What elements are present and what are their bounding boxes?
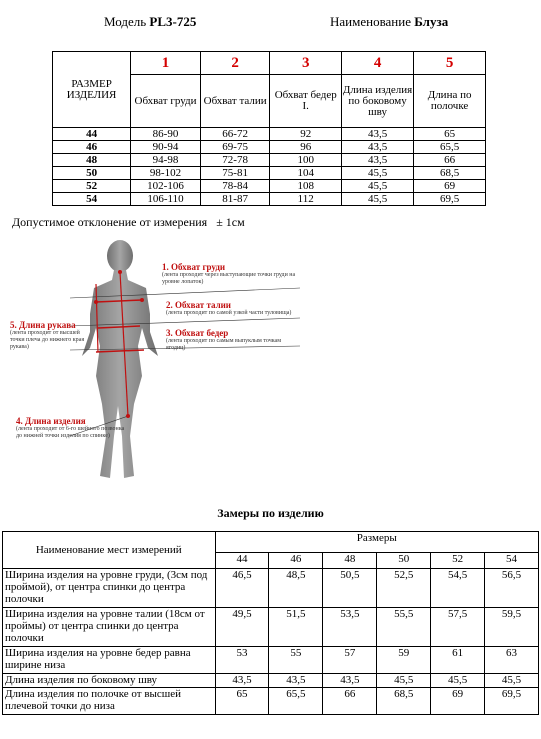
measurement-name: Ширина изделия на уровне груди, (3см под проймой), от центра спинки до центра полочки (3, 569, 216, 608)
tolerance-text: Допустимое отклонение от измерения (12, 215, 208, 229)
measurement-value: 52,5 (377, 569, 431, 608)
measurement-value: 48,5 (269, 569, 323, 608)
size-table (52, 51, 486, 206)
column-header: Длина по полочке (414, 75, 486, 128)
size-column-header: 44 (215, 553, 269, 569)
measurement-value: 68,5 (377, 688, 431, 715)
measurement-name: Длина изделия по полочке от высшей плечевой точки до низа (3, 688, 216, 715)
place-header: Наименование мест измерений (3, 532, 216, 569)
size-row (53, 128, 486, 141)
measurement-value: 57 (323, 647, 377, 674)
value-cell: 45,5 (341, 167, 413, 180)
column-header: Длина изделия по боковому шву (341, 75, 413, 128)
measurement-value: 61 (431, 647, 485, 674)
value-cell: 96 (270, 141, 342, 154)
value-cell: 66-72 (200, 128, 270, 141)
size-row (53, 141, 486, 154)
measurement-row (3, 688, 539, 715)
measurement-value: 69 (431, 688, 485, 715)
value-cell: 104 (270, 167, 342, 180)
name-value: Блуза (414, 14, 449, 29)
size-column-header: 54 (485, 553, 539, 569)
label-sleeve: 5. Длина рукава (лента проходит от высшей точки плеча до нижнего края рукава) (10, 320, 85, 350)
value-cell: 43,5 (341, 154, 413, 167)
model-header (104, 14, 196, 30)
measurement-value: 53,5 (323, 608, 377, 647)
size-row (53, 180, 486, 193)
label-chest: 1. Обхват груди (лента проходит через выступающие точки груди на уровне лопаток) (162, 262, 296, 285)
measurement-value: 66 (323, 688, 377, 715)
value-cell: 43,5 (341, 141, 413, 154)
measurement-value: 59 (377, 647, 431, 674)
size-column-header: 46 (269, 553, 323, 569)
measurement-value: 43,5 (269, 674, 323, 688)
measurement-value: 46,5 (215, 569, 269, 608)
column-header: Обхват груди (131, 75, 201, 128)
label-length: 4. Длина изделия (лента проходит от 6-го шейного позвонка до нижней точки изделия по спинке) (16, 416, 125, 439)
value-cell: 106-110 (131, 193, 201, 206)
name-label: Наименование (330, 14, 411, 29)
measurement-value: 43,5 (323, 674, 377, 688)
measurement-value: 69,5 (485, 688, 539, 715)
column-number: 5 (414, 52, 486, 75)
value-cell: 66 (414, 154, 486, 167)
measurements-title: Замеры по изделию (217, 506, 324, 520)
measurement-value: 50,5 (323, 569, 377, 608)
size-header: РАЗМЕР ИЗДЕЛИЯ (53, 52, 131, 128)
size-column-header: 50 (377, 553, 431, 569)
size-cell: 44 (53, 128, 131, 141)
value-cell: 100 (270, 154, 342, 167)
label-waist: 2. Обхват талии (лента проходит по самой узкой части туловища) (166, 300, 292, 316)
column-header: Обхват талии (200, 75, 270, 128)
size-cell: 46 (53, 141, 131, 154)
model-code: PL3-725 (149, 14, 197, 29)
measurement-row (3, 608, 539, 647)
measurement-row (3, 569, 539, 608)
tolerance-note (12, 215, 245, 230)
label-hips: 3. Обхват бедер (лента проходит по самым выпуклым точкам ягодиц) (166, 328, 282, 351)
measurement-name: Ширина изделия на уровне бедер равна ширине низа (3, 647, 216, 674)
value-cell: 65,5 (414, 141, 486, 154)
measurement-value: 63 (485, 647, 539, 674)
value-cell: 69,5 (414, 193, 486, 206)
value-cell: 98-102 (131, 167, 201, 180)
measurement-value: 45,5 (485, 674, 539, 688)
measurement-name: Ширина изделия на уровне талии (18см от проймы) от центра спинки до центра полочки (3, 608, 216, 647)
size-row (53, 167, 486, 180)
measurement-value: 65 (215, 688, 269, 715)
measurement-value: 65,5 (269, 688, 323, 715)
measurement-value: 55 (269, 647, 323, 674)
value-cell: 92 (270, 128, 342, 141)
size-cell: 48 (53, 154, 131, 167)
measurement-value: 45,5 (377, 674, 431, 688)
measurement-name: Длина изделия по боковому шву (3, 674, 216, 688)
size-cell: 52 (53, 180, 131, 193)
measurement-value: 54,5 (431, 569, 485, 608)
value-cell: 45,5 (341, 193, 413, 206)
measurement-value: 59,5 (485, 608, 539, 647)
value-cell: 69-75 (200, 141, 270, 154)
size-column-header: 48 (323, 553, 377, 569)
tolerance-value: ± 1см (216, 215, 245, 229)
value-cell: 94-98 (131, 154, 201, 167)
value-cell: 78-84 (200, 180, 270, 193)
measurement-row (3, 647, 539, 674)
measurement-value: 57,5 (431, 608, 485, 647)
value-cell: 102-106 (131, 180, 201, 193)
measurement-value: 45,5 (431, 674, 485, 688)
column-number: 2 (200, 52, 270, 75)
value-cell: 69 (414, 180, 486, 193)
measurement-value: 43,5 (215, 674, 269, 688)
column-number: 3 (270, 52, 342, 75)
size-cell: 50 (53, 167, 131, 180)
value-cell: 90-94 (131, 141, 201, 154)
measurement-value: 53 (215, 647, 269, 674)
value-cell: 81-87 (200, 193, 270, 206)
measurements-table (2, 531, 539, 715)
body-measurement-figure (10, 236, 300, 484)
value-cell: 75-81 (200, 167, 270, 180)
value-cell: 86-90 (131, 128, 201, 141)
size-row (53, 193, 486, 206)
measurement-value: 56,5 (485, 569, 539, 608)
value-cell: 65 (414, 128, 486, 141)
measurement-value: 49,5 (215, 608, 269, 647)
product-name-header (330, 14, 448, 30)
model-label: Модель (104, 14, 147, 29)
size-column-header: 52 (431, 553, 485, 569)
value-cell: 43,5 (341, 128, 413, 141)
size-cell: 54 (53, 193, 131, 206)
column-number: 1 (131, 52, 201, 75)
size-row (53, 154, 486, 167)
value-cell: 68,5 (414, 167, 486, 180)
sizes-header: Размеры (215, 532, 538, 553)
value-cell: 108 (270, 180, 342, 193)
measurement-value: 51,5 (269, 608, 323, 647)
value-cell: 112 (270, 193, 342, 206)
measurement-value: 55,5 (377, 608, 431, 647)
column-number: 4 (341, 52, 413, 75)
value-cell: 45,5 (341, 180, 413, 193)
value-cell: 72-78 (200, 154, 270, 167)
measurement-row (3, 674, 539, 688)
column-header: Обхват бедер I. (270, 75, 342, 128)
